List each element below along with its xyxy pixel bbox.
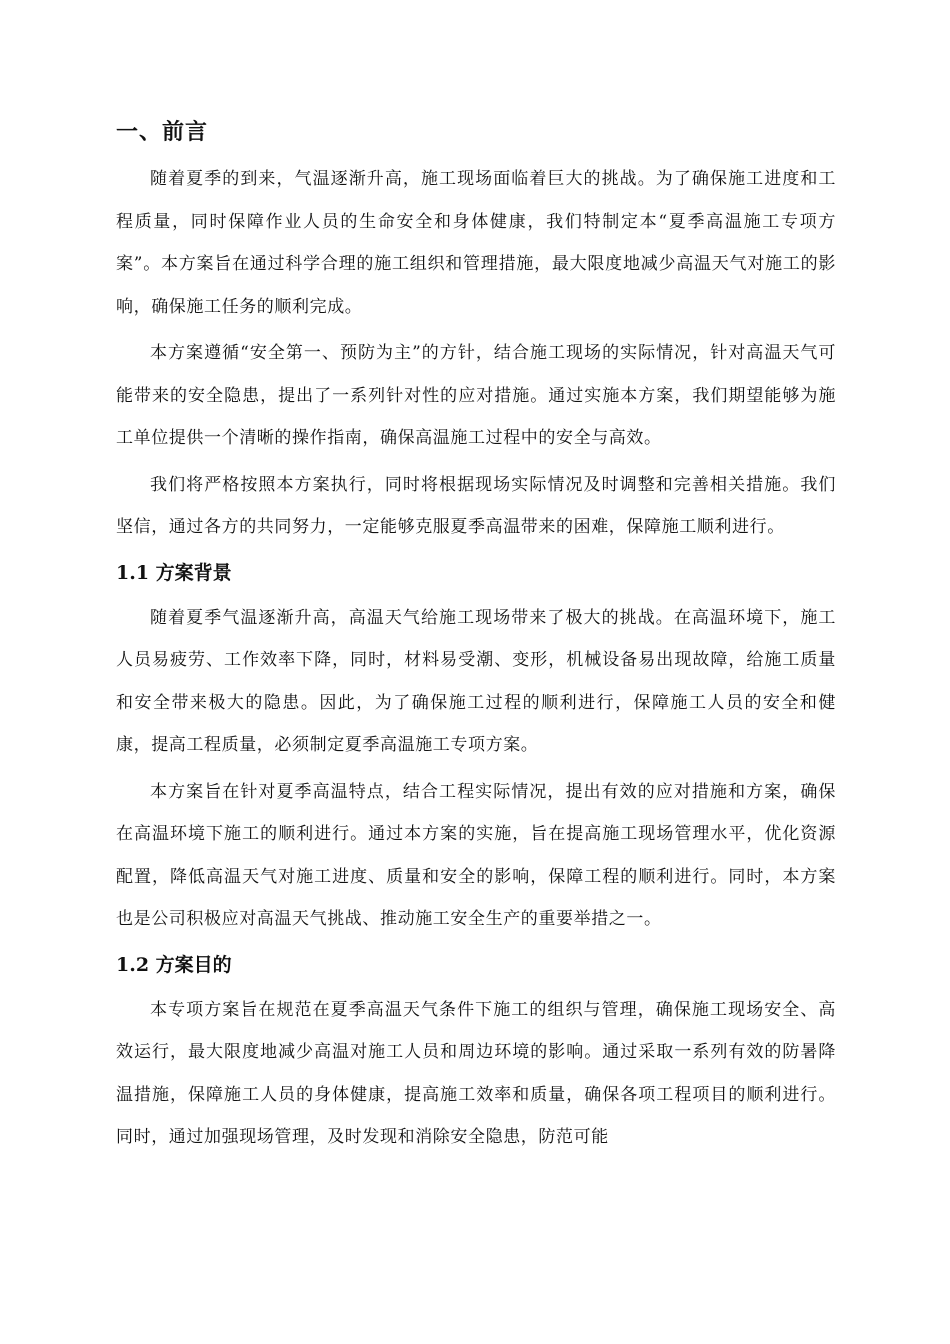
preface-paragraph-2: 本方案遵循“安全第一、预防为主”的方针，结合施工现场的实际情况，针对高温天气可能带来的安全隐患，提出了一系列针对性的应对措施。通过实施本方案，我们期望能够为施工单位提供一个清晰的操作指南，确保高温施工过程中的安全与高效。	[116, 343, 836, 448]
preface-paragraph-1: 随着夏季的到来，气温逐渐升高，施工现场面临着巨大的挑战。为了确保施工进度和工程质量，同时保障作业人员的生命安全和身体健康，我们特制定本“夏季高温施工专项方案”。本方案旨在通过科学合理的施工组织和管理措施，最大限度地减少高温天气对施工的影响，确保施工任务的顺利完成。	[116, 169, 836, 317]
background-paragraph-1: 随着夏季气温逐渐升高，高温天气给施工现场带来了极大的挑战。在高温环境下，施工人员易疲劳、工作效率下降，同时，材料易受潮、变形，机械设备易出现故障，给施工质量和安全带来极大的隐患。因此，为了确保施工过程的顺利进行，保障施工人员的安全和健康，提高工程质量，必须制定夏季高温施工专项方案。	[116, 607, 836, 755]
document-content	[116, 112, 836, 1163]
background-paragraph-2: 本方案旨在针对夏季高温特点，结合工程实际情况，提出有效的应对措施和方案，确保在高温环境下施工的顺利进行。通过本方案的实施，旨在提高施工现场管理水平，优化资源配置，降低高温天气对施工进度、质量和安全的影响，保障工程的顺利进行。同时，本方案也是公司积极应对高温天气挑战、推动施工安全生产的重要举措之一。	[116, 781, 836, 929]
subsection-title-background: 1.1 方案背景	[116, 561, 232, 584]
purpose-paragraph-1: 本专项方案旨在规范在夏季高温天气条件下施工的组织与管理，确保施工现场安全、高效运行，最大限度地减少高温对施工人员和周边环境的影响。通过采取一系列有效的防暑降温措施，保障施工人员的身体健康，提高施工效率和质量，确保各项工程项目的顺利进行。同时，通过加强现场管理，及时发现和消除安全隐患，防范可能	[116, 999, 836, 1147]
section-title-preface: 一、前言	[116, 119, 209, 145]
preface-paragraph-3: 我们将严格按照本方案执行，同时将根据现场实际情况及时调整和完善相关措施。我们坚信，通过各方的共同努力，一定能够克服夏季高温带来的困难，保障施工顺利进行。	[116, 474, 836, 537]
subsection-title-purpose: 1.2 方案目的	[116, 953, 232, 976]
